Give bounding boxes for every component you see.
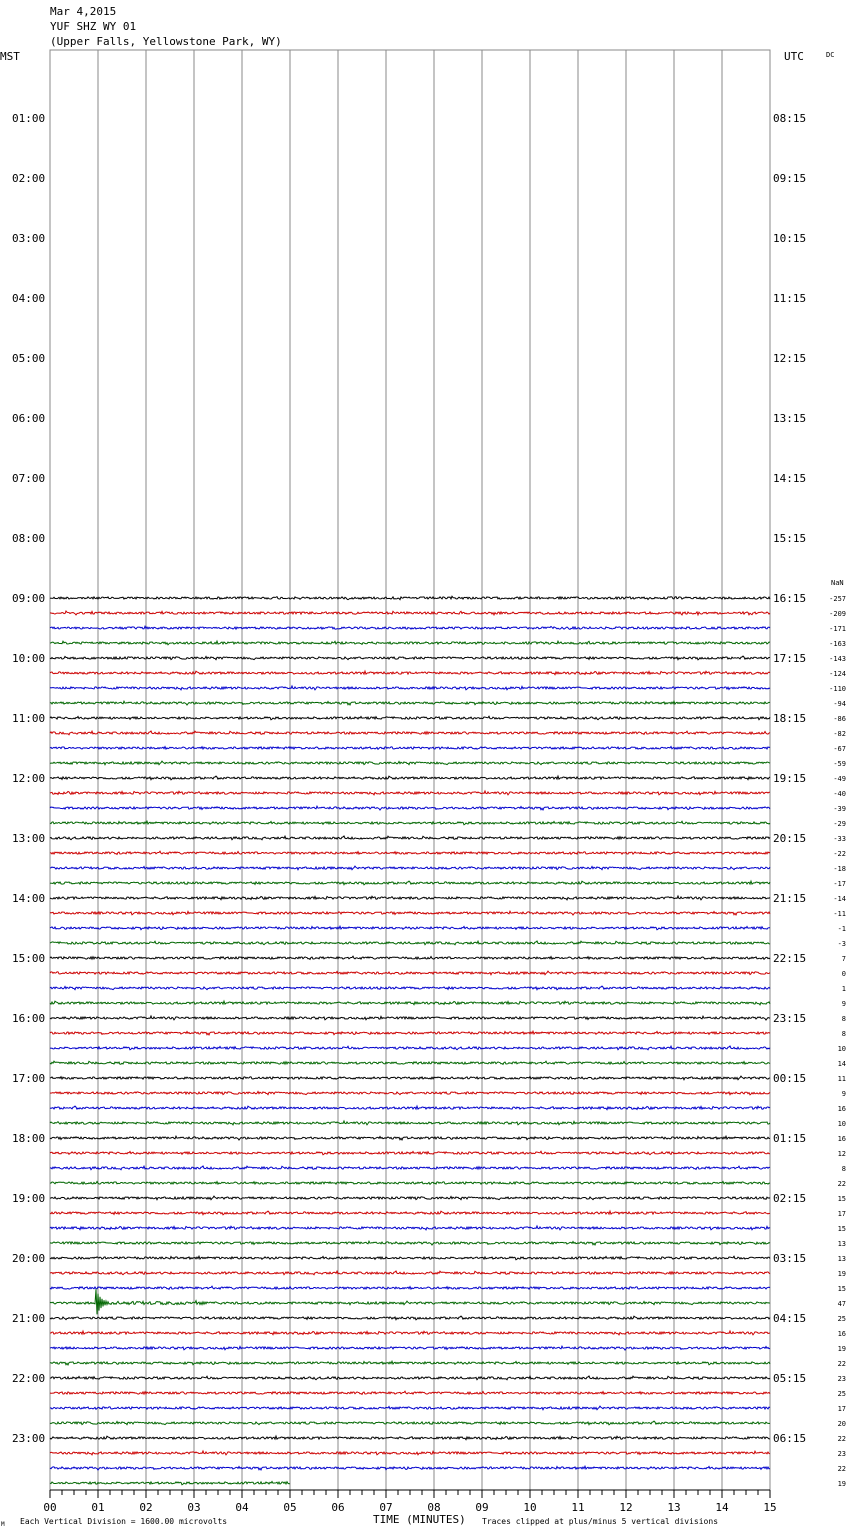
x-tick-label: 12: [619, 1501, 633, 1514]
dc-offset-value: -94: [833, 700, 846, 708]
trace-line: [50, 1466, 770, 1470]
left-hour-label: 10:00: [12, 652, 46, 665]
dc-label: DC: [826, 51, 835, 59]
dc-offset-value: -33: [833, 835, 846, 843]
trace-line: [50, 1482, 290, 1485]
corner-mark: M: [1, 1521, 5, 1528]
trace-line: [50, 716, 770, 720]
left-hour-label: 05:00: [12, 352, 46, 365]
trace-line: [50, 971, 770, 975]
x-tick-label: 08: [427, 1501, 441, 1514]
left-hour-label: 17:00: [12, 1072, 46, 1085]
dc-offset-value: -14: [833, 895, 846, 903]
dc-offset-value: -67: [833, 745, 846, 753]
right-hour-label: 20:15: [773, 832, 807, 845]
dc-offset-value: -209: [829, 610, 846, 618]
dc-offset-value: 20: [837, 1420, 846, 1428]
trace-line: [50, 1092, 770, 1095]
x-tick-label: 06: [331, 1501, 345, 1514]
plot-frame: [50, 50, 770, 1490]
right-hour-label: 08:15: [773, 112, 807, 125]
dc-offset-value: -82: [833, 730, 846, 738]
x-tick-label: 14: [715, 1501, 729, 1514]
trace-line: [50, 1151, 770, 1155]
dc-offset-value: -257: [829, 595, 846, 603]
dc-offset-value: 15: [837, 1225, 846, 1233]
dc-offset-value: 16: [837, 1105, 846, 1113]
trace-line: [50, 941, 770, 945]
right-hour-label: 21:15: [773, 892, 807, 905]
dc-offset-value: 22: [837, 1435, 846, 1443]
dc-offset-value: 17: [837, 1405, 846, 1413]
clip-note: Traces clipped at plus/minus 5 vertical divisions: [482, 1517, 719, 1526]
x-tick-label: 13: [667, 1501, 681, 1514]
trace-line: [50, 1406, 770, 1410]
left-hour-label: 09:00: [12, 592, 46, 605]
trace-line: [50, 1241, 770, 1245]
dc-offset-value: 23: [837, 1375, 846, 1383]
dc-offset-value: 23: [837, 1450, 846, 1458]
dc-offset-value: -29: [833, 820, 846, 828]
trace-line: [50, 1286, 770, 1289]
dc-offset-value: -143: [829, 655, 846, 663]
right-hour-labels: [773, 112, 806, 1445]
trace-line: [50, 656, 770, 660]
right-hour-label: 03:15: [773, 1252, 807, 1265]
dc-offset-value: 8: [841, 1165, 846, 1173]
trace-line: [50, 1436, 770, 1440]
x-tick-label: 07: [379, 1501, 393, 1514]
x-tick-label: 01: [91, 1501, 105, 1514]
dc-offset-value: 15: [837, 1285, 846, 1293]
dc-offset-value: -22: [833, 850, 846, 858]
traces: [50, 596, 770, 1485]
right-hour-label: 18:15: [773, 712, 807, 725]
grid: [50, 50, 770, 1490]
left-hour-label: 11:00: [12, 712, 46, 725]
trace-line: [50, 1421, 770, 1425]
right-hour-label: 23:15: [773, 1012, 807, 1025]
dc-offset-value: 22: [837, 1180, 846, 1188]
left-hour-label: 16:00: [12, 1012, 46, 1025]
dc-offset-value: 1: [841, 985, 846, 993]
left-hour-label: 13:00: [12, 832, 46, 845]
trace-line: [50, 761, 770, 765]
trace-line: [50, 1289, 770, 1314]
right-hour-label: 17:15: [773, 652, 807, 665]
dc-offset-value: 11: [837, 1075, 846, 1083]
dc-offset-value: -18: [833, 865, 846, 873]
division-note: Each Vertical Division = 1600.00 microvolts: [20, 1517, 228, 1526]
x-tick-label: 11: [571, 1501, 585, 1514]
x-tick-label: 00: [43, 1501, 57, 1514]
trace-line: [50, 791, 770, 795]
dc-offset-value: 8: [841, 1015, 846, 1023]
trace-line: [50, 1316, 770, 1320]
dc-offset-value: -11: [833, 910, 846, 918]
left-hour-label: 23:00: [12, 1432, 46, 1445]
left-hour-label: 06:00: [12, 412, 46, 425]
dc-offset-value: 0: [841, 970, 846, 978]
trace-line: [50, 1196, 770, 1200]
trace-line: [50, 596, 770, 599]
right-hour-label: 12:15: [773, 352, 807, 365]
dc-offset-value: 13: [837, 1240, 846, 1248]
trace-line: [50, 1211, 770, 1215]
dc-offset-value: -124: [829, 670, 846, 678]
dc-offset-value: 9: [841, 1000, 846, 1008]
x-tick-label: 15: [763, 1501, 777, 1514]
trace-line: [50, 747, 770, 750]
trace-line: [50, 1031, 770, 1035]
date-title: Mar 4,2015: [50, 5, 117, 18]
right-hour-label: 14:15: [773, 472, 807, 485]
x-tick-label: 10: [523, 1501, 537, 1514]
trace-line: [50, 1361, 770, 1365]
x-axis-label: TIME (MINUTES): [373, 1513, 466, 1526]
dc-offset-value: 10: [837, 1045, 846, 1053]
right-hour-label: 10:15: [773, 232, 807, 245]
trace-line: [50, 881, 770, 885]
mst-label: MST: [0, 50, 20, 63]
dc-offset-value: -17: [833, 880, 846, 888]
dc-offset-value: 7: [841, 955, 846, 963]
left-hour-label: 21:00: [12, 1312, 46, 1325]
x-axis: [43, 1490, 776, 1514]
trace-line: [50, 1166, 770, 1170]
nan-label: NaN: [831, 579, 844, 587]
trace-line: [50, 926, 770, 930]
trace-line: [50, 851, 770, 854]
trace-line: [50, 866, 770, 870]
dc-offset-value: -49: [833, 775, 846, 783]
trace-line: [50, 611, 770, 615]
dc-offset-value: 25: [837, 1390, 846, 1398]
trace-line: [50, 1182, 770, 1185]
dc-offset-value: 15: [837, 1195, 846, 1203]
left-hour-label: 19:00: [12, 1192, 46, 1205]
trace-line: [50, 701, 770, 705]
dc-offset-value: 14: [837, 1060, 846, 1068]
left-hour-label: 08:00: [12, 532, 46, 545]
trace-line: [50, 1346, 770, 1350]
left-hour-label: 03:00: [12, 232, 46, 245]
trace-line: [50, 1331, 770, 1335]
right-hour-label: 09:15: [773, 172, 807, 185]
dc-offset-value: -3: [837, 940, 846, 948]
left-hour-label: 02:00: [12, 172, 46, 185]
dc-offset-value: 22: [837, 1360, 846, 1368]
trace-line: [50, 896, 770, 900]
trace-line: [50, 1271, 770, 1275]
left-hour-label: 12:00: [12, 772, 46, 785]
trace-line: [50, 731, 770, 735]
dc-offset-value: -110: [829, 685, 846, 693]
dc-offset-value: 25: [837, 1315, 846, 1323]
dc-offset-value: 47: [837, 1300, 846, 1308]
utc-label: UTC: [784, 50, 804, 63]
trace-line: [50, 1001, 770, 1005]
trace-line: [50, 1076, 770, 1080]
dc-offset-value: 19: [837, 1270, 846, 1278]
left-hour-label: 15:00: [12, 952, 46, 965]
station-title: YUF SHZ WY 01: [50, 20, 137, 33]
dc-offset-value: 19: [837, 1345, 846, 1353]
dc-offset-value: 12: [837, 1150, 846, 1158]
dc-offset-value: -59: [833, 760, 846, 768]
dc-offset-value: -1: [837, 925, 846, 933]
x-tick-label: 03: [187, 1501, 201, 1514]
trace-line: [50, 1016, 770, 1020]
x-tick-label: 05: [283, 1501, 297, 1514]
dc-offset-value: -39: [833, 805, 846, 813]
trace-line: [50, 1061, 770, 1064]
left-hour-label: 14:00: [12, 892, 46, 905]
right-hour-label: 15:15: [773, 532, 807, 545]
dc-offset-value: -40: [833, 790, 846, 798]
trace-line: [50, 1121, 770, 1125]
trace-line: [50, 956, 770, 959]
right-hour-label: 01:15: [773, 1132, 807, 1145]
trace-line: [50, 986, 770, 990]
dc-offset-value: -171: [829, 625, 846, 633]
dc-offset-value: 16: [837, 1330, 846, 1338]
right-hour-label: 22:15: [773, 952, 807, 965]
left-hour-label: 20:00: [12, 1252, 46, 1265]
trace-line: [50, 641, 770, 645]
right-hour-label: 04:15: [773, 1312, 807, 1325]
trace-line: [50, 1256, 770, 1260]
dc-offset-value: -163: [829, 640, 846, 648]
dc-offset-value: 9: [841, 1090, 846, 1098]
right-hour-label: 19:15: [773, 772, 807, 785]
right-hour-label: 11:15: [773, 292, 807, 305]
dc-offset-value: 13: [837, 1255, 846, 1263]
dc-offset-value: 8: [841, 1030, 846, 1038]
trace-line: [50, 1226, 770, 1230]
trace-line: [50, 1046, 770, 1050]
dc-offset-value: -86: [833, 715, 846, 723]
left-hour-label: 18:00: [12, 1132, 46, 1145]
trace-line: [50, 1136, 770, 1140]
dc-offset-value: 17: [837, 1210, 846, 1218]
dc-offset-values: [829, 595, 846, 1488]
left-hour-labels: [12, 112, 45, 1445]
trace-line: [50, 1391, 770, 1394]
x-tick-label: 09: [475, 1501, 489, 1514]
dc-offset-value: 16: [837, 1135, 846, 1143]
right-hour-label: 05:15: [773, 1372, 807, 1385]
right-hour-label: 06:15: [773, 1432, 807, 1445]
left-hour-label: 22:00: [12, 1372, 46, 1385]
right-hour-label: 00:15: [773, 1072, 807, 1085]
trace-line: [50, 671, 770, 675]
x-tick-label: 02: [139, 1501, 153, 1514]
trace-line: [50, 626, 770, 629]
left-hour-label: 04:00: [12, 292, 46, 305]
left-hour-label: 01:00: [12, 112, 46, 125]
trace-line: [50, 1451, 770, 1455]
x-tick-label: 04: [235, 1501, 249, 1514]
trace-line: [50, 686, 770, 690]
trace-line: [50, 821, 770, 825]
trace-line: [50, 1106, 770, 1110]
left-hour-label: 07:00: [12, 472, 46, 485]
right-hour-label: 13:15: [773, 412, 807, 425]
trace-line: [50, 1376, 770, 1380]
dc-offset-value: 19: [837, 1480, 846, 1488]
right-hour-label: 16:15: [773, 592, 807, 605]
dc-offset-value: 22: [837, 1465, 846, 1473]
location-title: (Upper Falls, Yellowstone Park, WY): [50, 35, 282, 48]
dc-offset-value: 10: [837, 1120, 846, 1128]
trace-line: [50, 806, 770, 810]
trace-line: [50, 776, 770, 780]
trace-line: [50, 911, 770, 915]
trace-line: [50, 836, 770, 840]
right-hour-label: 02:15: [773, 1192, 807, 1205]
